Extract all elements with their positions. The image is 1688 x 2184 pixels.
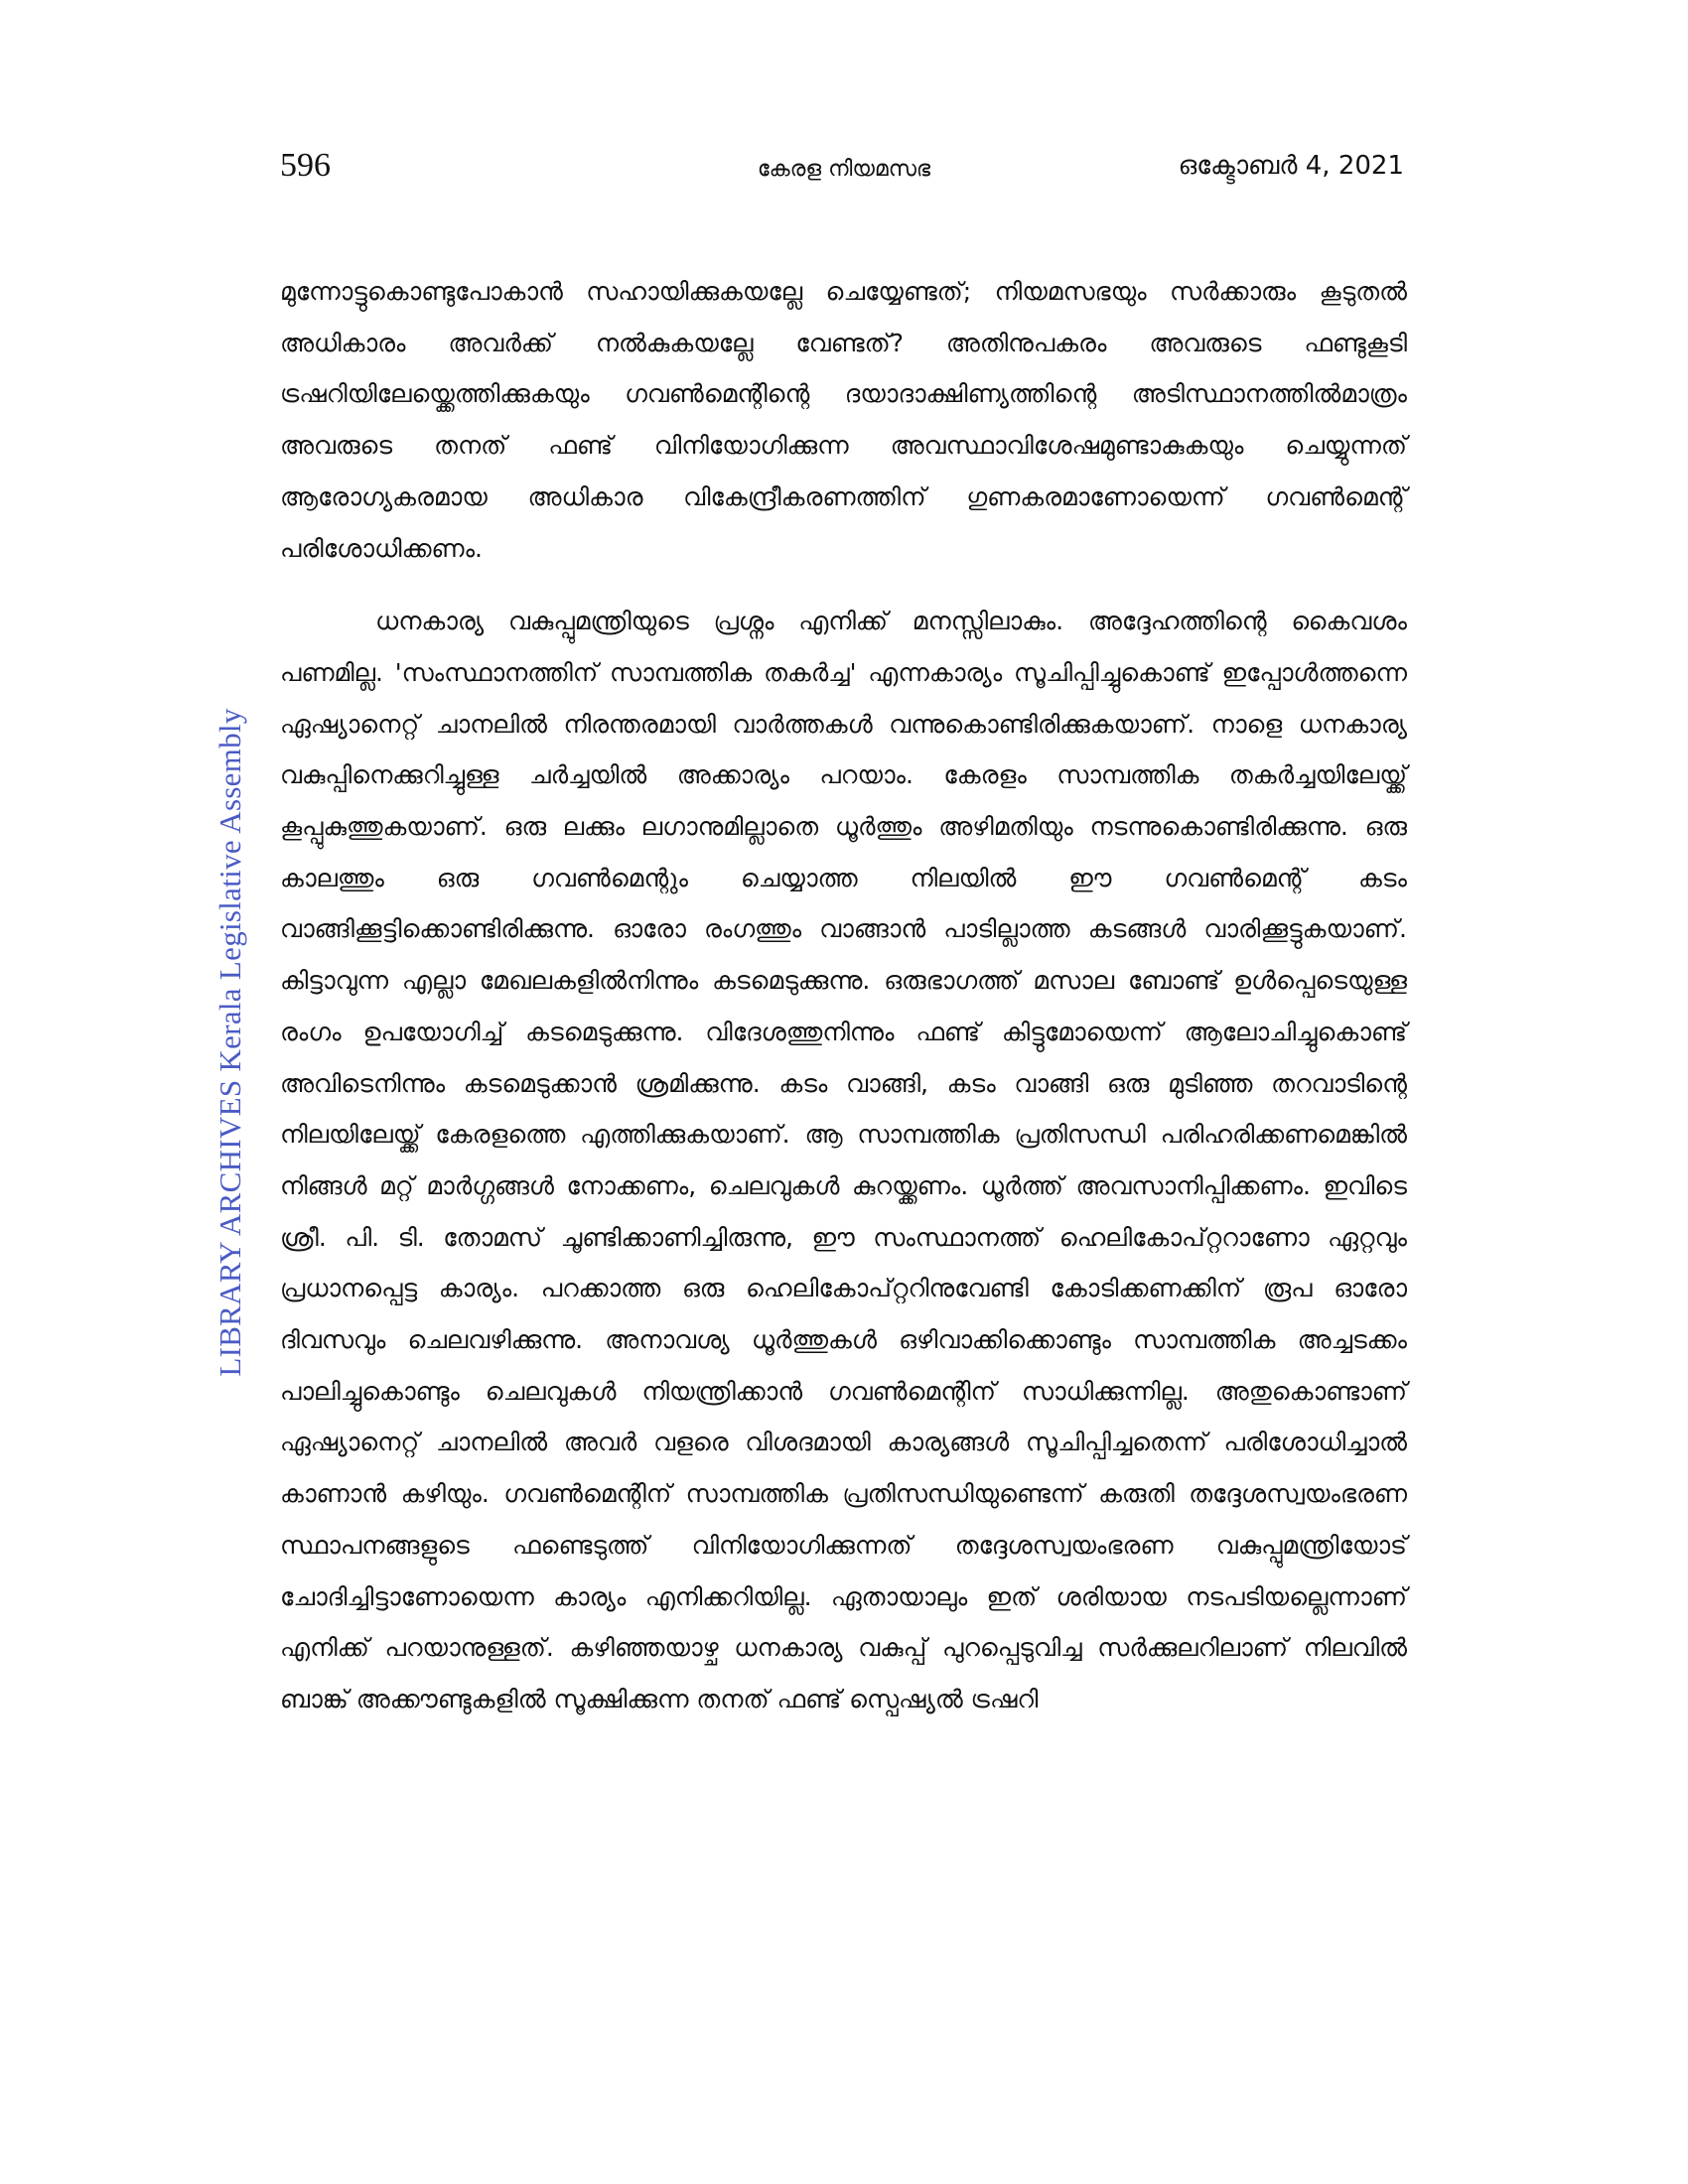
page-date: ഒക്ടോബർ 4, 2021 — [1178, 151, 1404, 181]
body-text — [280, 266, 1407, 1725]
page-number: 596 — [280, 147, 331, 184]
library-archives-stamp: LIBRARY ARCHIVES Kerala Legislative Assembly — [212, 708, 247, 1377]
running-title: കേരള നിയമസഭ — [757, 157, 931, 182]
paragraph: മുന്നോട്ടുകൊണ്ടുപോകാൻ സഹായിക്കുകയല്ലേ ചെയ്യേണ്ടത്; നിയമസഭയും സർക്കാരും കൂടുതൽ അധികാരം അവർക്ക് നൽകുകയല്ലേ വേണ്ടത്? അതിനുപകരം അവരുടെ ഫണ്ടുകൂടി ട്രഷറിയിലേയ്ക്കെത്തിക്കുകയും ഗവൺമെന്റിന്റെ ദയാദാക്ഷിണ്യത്തിന്റെ അടിസ്ഥാനത്തിൽമാത്രം അവരുടെ തനത് ഫണ്ട് വിനിയോഗിക്കുന്ന അവസ്ഥാവിശേഷമുണ്ടാകുകയും ചെയ്യുന്നത് ആരോഗ്യകരമായ അധികാര വികേന്ദ്രീകരണത്തിന് ഗുണകരമാണോയെന്ന് ഗവൺമെന്റ് പരിശോധിക്കണം. — [280, 277, 1407, 563]
paragraph: ധനകാര്യ വകുപ്പുമന്ത്രിയുടെ പ്രശ്നം എനിക്ക് മനസ്സിലാകും. അദ്ദേഹത്തിന്റെ കൈവശം പണമില്ല. 'സംസ്ഥാനത്തിന് സാമ്പത്തിക തകർച്ച' എന്നകാര്യം സൂചിപ്പിച്ചുകൊണ്ട് ഇപ്പോൾത്തന്നെ ഏഷ്യാനെറ്റ് ചാനലിൽ നിരന്തരമായി വാർത്തകൾ വന്നുകൊണ്ടിരിക്കുകയാണ്. നാളെ ധനകാര്യ വകുപ്പിനെക്കുറിച്ചുള്ള ചർച്ചയിൽ അക്കാര്യം പറയാം. കേരളം സാമ്പത്തിക തകർച്ചയിലേയ്ക്ക് കൂപ്പുകുത്തുകയാണ്. ഒരു ലക്കും ലഗാനുമില്ലാതെ ധൂർത്തും അഴിമതിയും നടന്നുകൊണ്ടിരിക്കുന്നു. ഒരു കാലത്തും ഒരു ഗവൺമെന്റും ചെയ്യാത്ത നിലയിൽ ഈ ഗവൺമെന്റ് കടം വാങ്ങിക്കൂട്ടിക്കൊണ്ടിരിക്കുന്നു. ഓരോ രംഗത്തും വാങ്ങാൻ പാടില്ലാത്ത കടങ്ങൾ വാരിക്കൂട്ടുകയാണ്. കിട്ടാവുന്ന എല്ലാ മേഖലകളിൽനിന്നും കടമെടുക്കുന്നു. ഒരുഭാഗത്ത് മസാല ബോണ്ട് ഉൾപ്പെടെയുള്ള രംഗം ഉപയോഗിച്ച് കടമെടുക്കുന്നു. വിദേശത്തുനിന്നും ഫണ്ട് കിട്ടുമോയെന്ന് ആലോചിച്ചുകൊണ്ട് അവിടെനിന്നും കടമെടുക്കാൻ ശ്രമിക്കുന്നു. കടം വാങ്ങി, കടം വാങ്ങി ഒരു മുടിഞ്ഞ തറവാടിന്റെ നിലയിലേയ്ക്ക് കേരളത്തെ എത്തിക്കുകയാണ്. ആ സാമ്പത്തിക പ്രതിസന്ധി പരിഹരിക്കണമെങ്കിൽ നിങ്ങൾ മറ്റ് മാർഗ്ഗങ്ങൾ നോക്കണം, ചെലവുകൾ കുറയ്ക്കണം. ധൂർത്ത് അവസാനിപ്പിക്കണം. ഇവിടെ ശ്രീ. പി. ടി. തോമസ് ചൂണ്ടിക്കാണിച്ചിരുന്നു, ഈ സംസ്ഥാനത്ത് ഹെലികോപ്റ്ററാണോ ഏറ്റവും പ്രധാനപ്പെട്ട കാര്യം. പറക്കാത്ത ഒരു ഹെലികോപ്റ്ററിനുവേണ്ടി കോടിക്കണക്കിന് രൂപ ഓരോ ദിവസവും ചെലവഴിക്കുന്നു. അനാവശ്യ ധൂർത്തുകൾ ഒഴിവാക്കിക്കൊണ്ടും സാമ്പത്തിക അച്ചടക്കം പാലിച്ചുകൊണ്ടും ചെലവുകൾ നിയന്ത്രിക്കാൻ ഗവൺമെന്റിന് സാധിക്കുന്നില്ല. അതുകൊണ്ടാണ് ഏഷ്യാനെറ്റ് ചാനലിൽ അവർ വളരെ വിശദമായി കാര്യങ്ങൾ സൂചിപ്പിച്ചതെന്ന് പരിശോധിച്ചാൽ കാണാൻ കഴിയും. ഗവൺമെന്റിന് സാമ്പത്തിക പ്രതിസന്ധിയുണ്ടെന്ന് കരുതി തദ്ദേശസ്വയംഭരണ സ്ഥാപനങ്ങളുടെ ഫണ്ടെടുത്ത് വിനിയോഗിക്കുന്നത് തദ്ദേശസ്വയംഭരണ വകുപ്പുമന്ത്രിയോട് ചോദിച്ചിട്ടാണോയെന്ന കാര്യം എനിക്കറിയില്ല. ഏതായാലും ഇത് ശരിയായ നടപടിയല്ലെന്നാണ് എനിക്ക് പറയാനുള്ളത്. കഴിഞ്ഞയാഴ്ച ധനകാര്യ വകുപ്പ് പുറപ്പെടുവിച്ച സർക്കുലറിലാണ് നിലവിൽ ബാങ്ക് അക്കൗണ്ടുകളിൽ സൂക്ഷിക്കുന്ന തനത് ഫണ്ട് സ്പെഷ്യൽ ട്രഷറി — [280, 607, 1408, 1713]
